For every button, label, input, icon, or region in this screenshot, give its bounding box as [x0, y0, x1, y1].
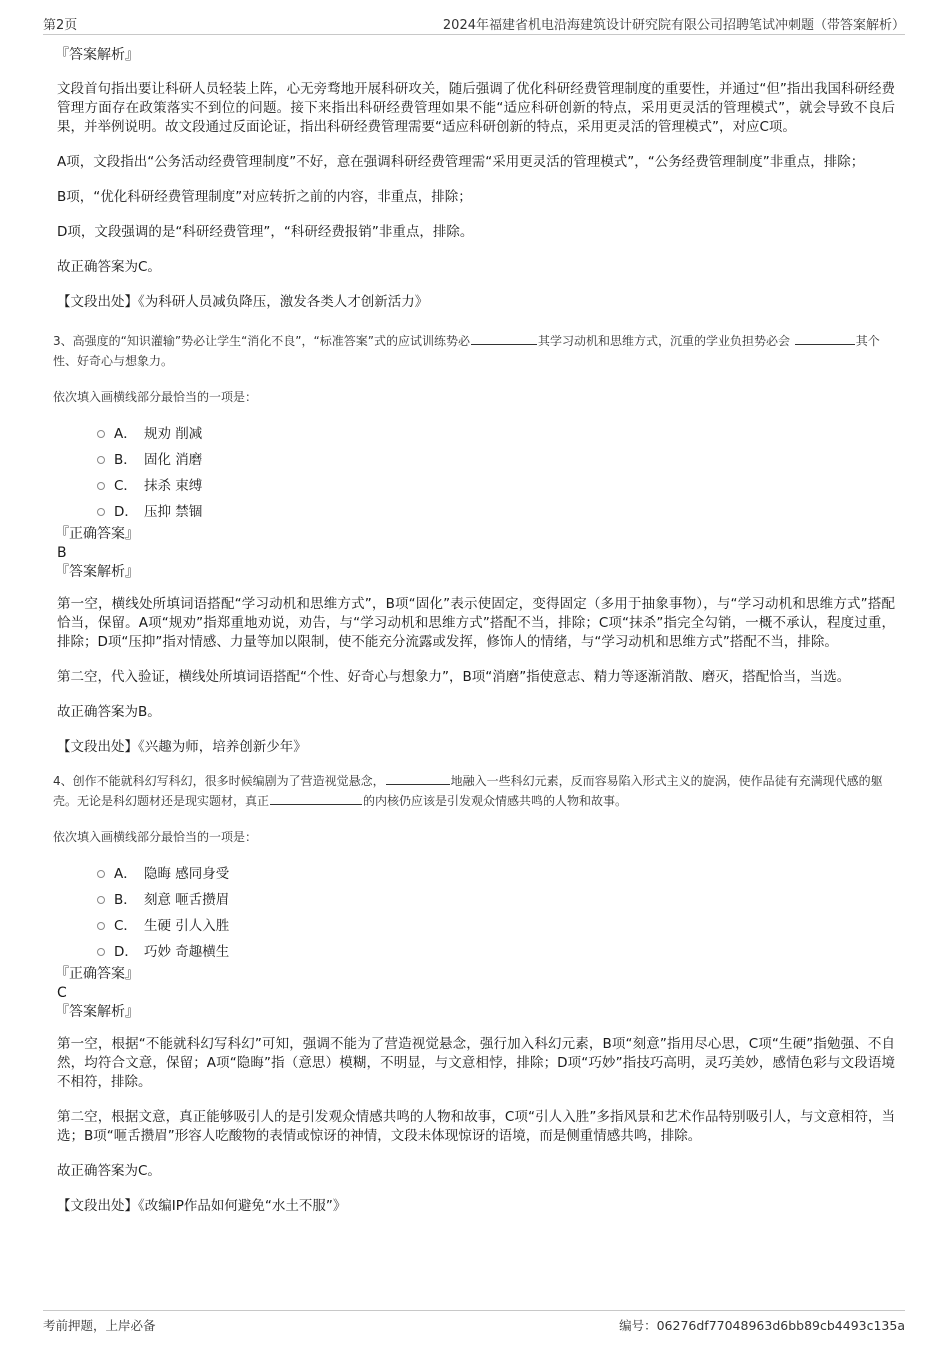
answer-blank [386, 772, 450, 785]
question-stem: 3、高强度的“知识灌输”势必让学生“消化不良”，“标准答案”式的应试训练势必 其学习动机和思维方式，沉重的学业负担势必会 其个性、好奇心与想象力。 [53, 334, 880, 368]
radio-icon[interactable] [97, 456, 105, 464]
option-list [97, 421, 895, 525]
source-citation: 【文段出处】《兴趣为师，培养创新少年》 [57, 739, 307, 755]
page-header [43, 12, 905, 35]
page-footer [43, 1310, 905, 1335]
option-b[interactable]: B． 刻意 咂舌攒眉 [97, 887, 895, 913]
question-prompt: 依次填入画横线部分最恰当的一项是： [53, 390, 258, 404]
radio-icon[interactable] [97, 922, 105, 930]
question-prompt: 依次填入画横线部分最恰当的一项是： [53, 830, 258, 844]
analysis-label: 『答案解析』 [55, 564, 139, 580]
option-c[interactable]: C． 生硬 引人入胜 [97, 913, 895, 939]
answer-statement: 故正确答案为C。 [57, 1163, 161, 1179]
analysis-paragraph: 第二空，代入验证，横线处所填词语搭配“个性、好奇心与想象力”，B项“消磨”指使意志、精力等逐渐消散、磨灭，搭配恰当，当选。 [57, 669, 851, 685]
answer-statement: 故正确答案为C。 [57, 259, 161, 275]
option-b[interactable]: B． 固化 消磨 [97, 447, 895, 473]
document-id: 编号：06276df77048963d6bb89cb4493c135a [619, 1318, 905, 1333]
option-c[interactable]: C． 抹杀 束缚 [97, 473, 895, 499]
radio-icon[interactable] [97, 896, 105, 904]
option-a[interactable]: A． 规劝 削减 [97, 421, 895, 447]
analysis-paragraph: A项，文段指出“公务活动经费管理制度”不好，意在强调科研经费管理需“采用更灵活的管理模式”，“公务经费管理制度”非重点，排除； [57, 154, 865, 170]
correct-answer: C [57, 985, 67, 1001]
analysis-paragraph: D项，文段强调的是“科研经费管理”，“科研经费报销”非重点，排除。 [57, 224, 474, 240]
correct-answer-label: 『正确答案』 [55, 966, 139, 982]
answer-blank [795, 332, 855, 345]
analysis-paragraph: 第一空，横线处所填词语搭配“学习动机和思维方式”，B项“固化”表示使固定，变得固定（多用于抽象事物），与“学习动机和思维方式”搭配恰当，保留。A项“规劝”指郑重地劝说，劝告，与“学习动机和思维方式”搭配不当，排除；C项“抹杀”指完全勾销，一概不承认，程度过重，排除；D项“压抑”指对情感、力量等加以限制，使不能充分流露或发挥，修饰人的情绪，与“学习动机和思维方式”搭配不当，排除。 [57, 596, 895, 650]
answer-statement: 故正确答案为B。 [57, 704, 161, 720]
correct-answer-label: 『正确答案』 [55, 526, 139, 542]
document-title: 2024年福建省机电沿海建筑设计研究院有限公司招聘笔试冲刺题（带答案解析） [442, 18, 905, 33]
analysis-paragraph: 文段首句指出要让科研人员轻装上阵，心无旁骛地开展科研攻关，随后强调了优化科研经费管理制度的重要性，并通过“但”指出我国科研经费管理方面存在政策落实不到位的问题。接下来指出科研经费管理如果不能“适应科研创新的特点，采用更灵活的管理模式”，就会导致不良后果，并举例说明。故文段通过反面论证，指出科研经费管理需要“适应科研创新的特点，采用更灵活的管理模式”，对应C项。 [57, 81, 895, 135]
analysis-paragraph: 第二空，根据文意，真正能够吸引人的是引发观众情感共鸣的人物和故事，C项“引人入胜”多指风景和艺术作品特别吸引人，与文意相符，当选；B项“咂舌攒眉”形容人吃酸物的表情或惊讶的神情，文段未体现惊讶的语境，而是侧重情感共鸣，排除。 [57, 1109, 895, 1144]
answer-blank [270, 792, 362, 805]
option-d[interactable]: D． 压抑 禁锢 [97, 499, 895, 525]
source-citation: 【文段出处】《改编IP作品如何避免“水土不服”》 [57, 1198, 347, 1214]
question-stem: 4、创作不能就科幻写科幻，很多时候编剧为了营造视觉悬念， 地融入一些科幻元素，反而容易陷入形式主义的旋涡，使作品徒有充满现代感的躯壳。无论是科幻题材还是现实题材，真正 的内核仍应该是引发观众情感共鸣的人物和故事。 [53, 774, 883, 808]
radio-icon[interactable] [97, 870, 105, 878]
radio-icon[interactable] [97, 508, 105, 516]
option-list [97, 861, 895, 965]
radio-icon[interactable] [97, 430, 105, 438]
analysis-label: 『答案解析』 [55, 1004, 139, 1020]
source-citation: 【文段出处】《为科研人员减负降压，激发各类人才创新活力》 [57, 294, 429, 310]
analysis-paragraph: B项，“优化科研经费管理制度”对应转折之前的内容，非重点，排除； [57, 189, 472, 205]
radio-icon[interactable] [97, 948, 105, 956]
page-number: 第2页 [43, 18, 78, 33]
footer-slogan: 考前押题，上岸必备 [43, 1318, 156, 1333]
correct-answer: B [57, 545, 67, 561]
option-d[interactable]: D． 巧妙 奇趣横生 [97, 939, 895, 965]
answer-blank [471, 332, 537, 345]
analysis-paragraph: 第一空，根据“不能就科幻写科幻”可知，强调不能为了营造视觉悬念，强行加入科幻元素，B项“刻意”指用尽心思，C项“生硬”指勉强、不自然，均符合文意，保留；A项“隐晦”指（意思）模糊，不明显，与文意相悖，排除；D项“巧妙”指技巧高明，灵巧美妙，感情色彩与文段语境不相符，排除。 [57, 1036, 895, 1090]
radio-icon[interactable] [97, 482, 105, 490]
option-a[interactable]: A． 隐晦 感同身受 [97, 861, 895, 887]
page-content [53, 46, 895, 1216]
analysis-label: 『答案解析』 [55, 47, 139, 63]
